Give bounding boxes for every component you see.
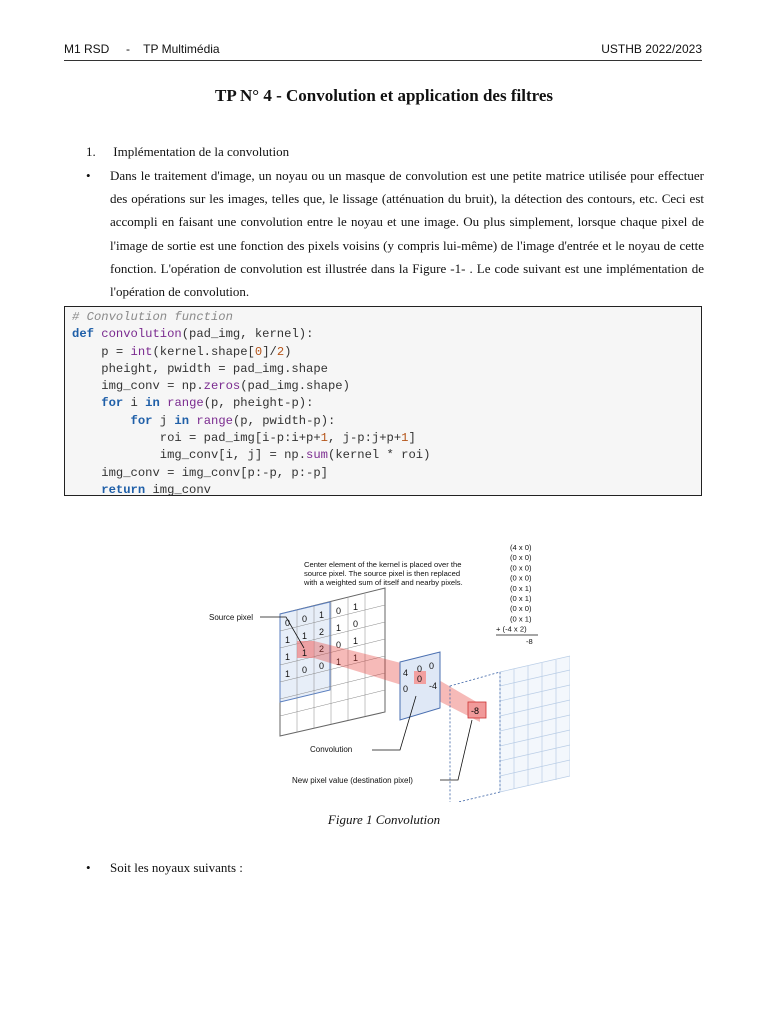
page-header (64, 42, 702, 61)
calc-line: (0 x 1) (510, 594, 532, 603)
calc-line: + (-4 x 2) (496, 624, 527, 634)
label-new-pixel: New pixel value (destination pixel) (292, 776, 413, 785)
grid-value: 0 (285, 618, 291, 628)
destination-grid (450, 656, 570, 802)
calc-line: (0 x 0) (510, 573, 532, 583)
kernel-value: 0 (417, 674, 423, 684)
code-line: img_conv = np.zeros(pad_img.shape) (72, 379, 350, 394)
calc-line: (0 x 0) (510, 553, 532, 563)
code-line: pheight, pwidth = pad_img.shape (72, 361, 328, 376)
grid-value: 1 (285, 635, 291, 645)
section-title: Implémentation de la convolution (113, 144, 290, 159)
grid-value: 1 (302, 631, 308, 641)
figure-note: Center element of the kernel is placed over the (304, 560, 462, 569)
bullet-icon: • (86, 168, 91, 183)
bullet-icon: • (86, 860, 91, 875)
grid-value: 1 (353, 653, 359, 663)
kernel-value: 0 (403, 684, 409, 694)
grid-value: 1 (353, 636, 359, 646)
grid-value: 1 (285, 652, 291, 662)
paragraph-text: Dans le traitement d'image, un noyau ou un masque de convolution est une petite matrice utilisée pour effectuer des opérations sur les images, telles que, le lissage (atténuation du bruit), la détection des contours, etc. Ceci est accompli en faisant une convolution entre le noyau et une image. Ou plus simplement, lorsque chaque pixel de l'image de sortie est une fonction des pixels voisins (y compris lui-même) de l'image d'entrée et le noyau de cette fonction. L'opération de convolution est illustrée dans la Figure -1- . Le code suivant est une implémentation de l'opération de convolution. (110, 168, 704, 300)
code-line: # Convolution function (72, 310, 233, 324)
figure-note: source pixel. The source pixel is then replaced (304, 569, 461, 578)
code-line: p = int(kernel.shape[0]/2) (72, 344, 292, 359)
section-heading (86, 144, 289, 160)
label-convolution: Convolution (310, 745, 353, 754)
calc-line: (0 x 0) (510, 604, 532, 614)
result-value: -8 (471, 706, 480, 716)
grid-value: 1 (336, 657, 342, 667)
header-course: M1 RSD - TP Multimédia (64, 42, 220, 56)
grid-value: 0 (319, 661, 325, 671)
grid-value: 2 (319, 627, 325, 637)
grid-value: 0 (336, 640, 342, 650)
code-line: img_conv = img_conv[p:-p, p:-p] (72, 465, 328, 480)
grid-value: 1 (319, 610, 325, 620)
figure-caption: Figure 1 Convolution (327, 812, 441, 827)
kernel-value: 0 (417, 664, 423, 674)
kernel-value: 0 (429, 661, 435, 671)
calc-line: (0 x 1) (510, 583, 532, 593)
grid-value: 1 (302, 648, 308, 658)
code-line: for j in range(p, pwidth-p): (130, 413, 336, 428)
grid-value: 0 (353, 619, 359, 629)
calc-line: -8 (526, 636, 533, 646)
convolution-figure (200, 536, 570, 802)
kernel-value: -4 (429, 681, 438, 691)
kernel-box (400, 652, 440, 720)
header-year: USTHB 2022/2023 (601, 42, 702, 56)
code-line: roi = pad_img[i-p:i+p+1, j-p:j+p+1] (72, 431, 416, 446)
page-title: TP N° 4 - Convolution et application des filtres (215, 86, 553, 105)
calc-line: (0 x 1) (510, 614, 532, 624)
figure-note: with a weighted sum of itself and nearby pixels. (304, 578, 463, 587)
code-line: img_conv[i, j] = np.sum(kernel * roi) (72, 448, 431, 463)
section-number: 1. (86, 144, 96, 159)
code-line: return img_conv (101, 482, 211, 497)
grid-value: 0 (336, 606, 342, 616)
label-source-pixel: Source pixel (209, 613, 254, 622)
code-line: def convolution(pad_img, kernel): (72, 327, 314, 342)
grid-value: 1 (336, 623, 342, 633)
kernel-value: 4 (403, 668, 409, 678)
grid-value: 0 (302, 665, 308, 675)
paragraph-text: Soit les noyaux suivants : (110, 860, 243, 875)
calc-line: (4 x 0) (510, 543, 532, 552)
grid-value: 1 (353, 602, 359, 612)
grid-value: 1 (285, 669, 291, 679)
calc-line: (0 x 0) (510, 563, 532, 573)
grid-value: 0 (302, 614, 308, 624)
grid-value: 2 (319, 644, 325, 654)
code-line: for i in range(p, pheight-p): (101, 396, 314, 411)
code-block (64, 306, 702, 496)
